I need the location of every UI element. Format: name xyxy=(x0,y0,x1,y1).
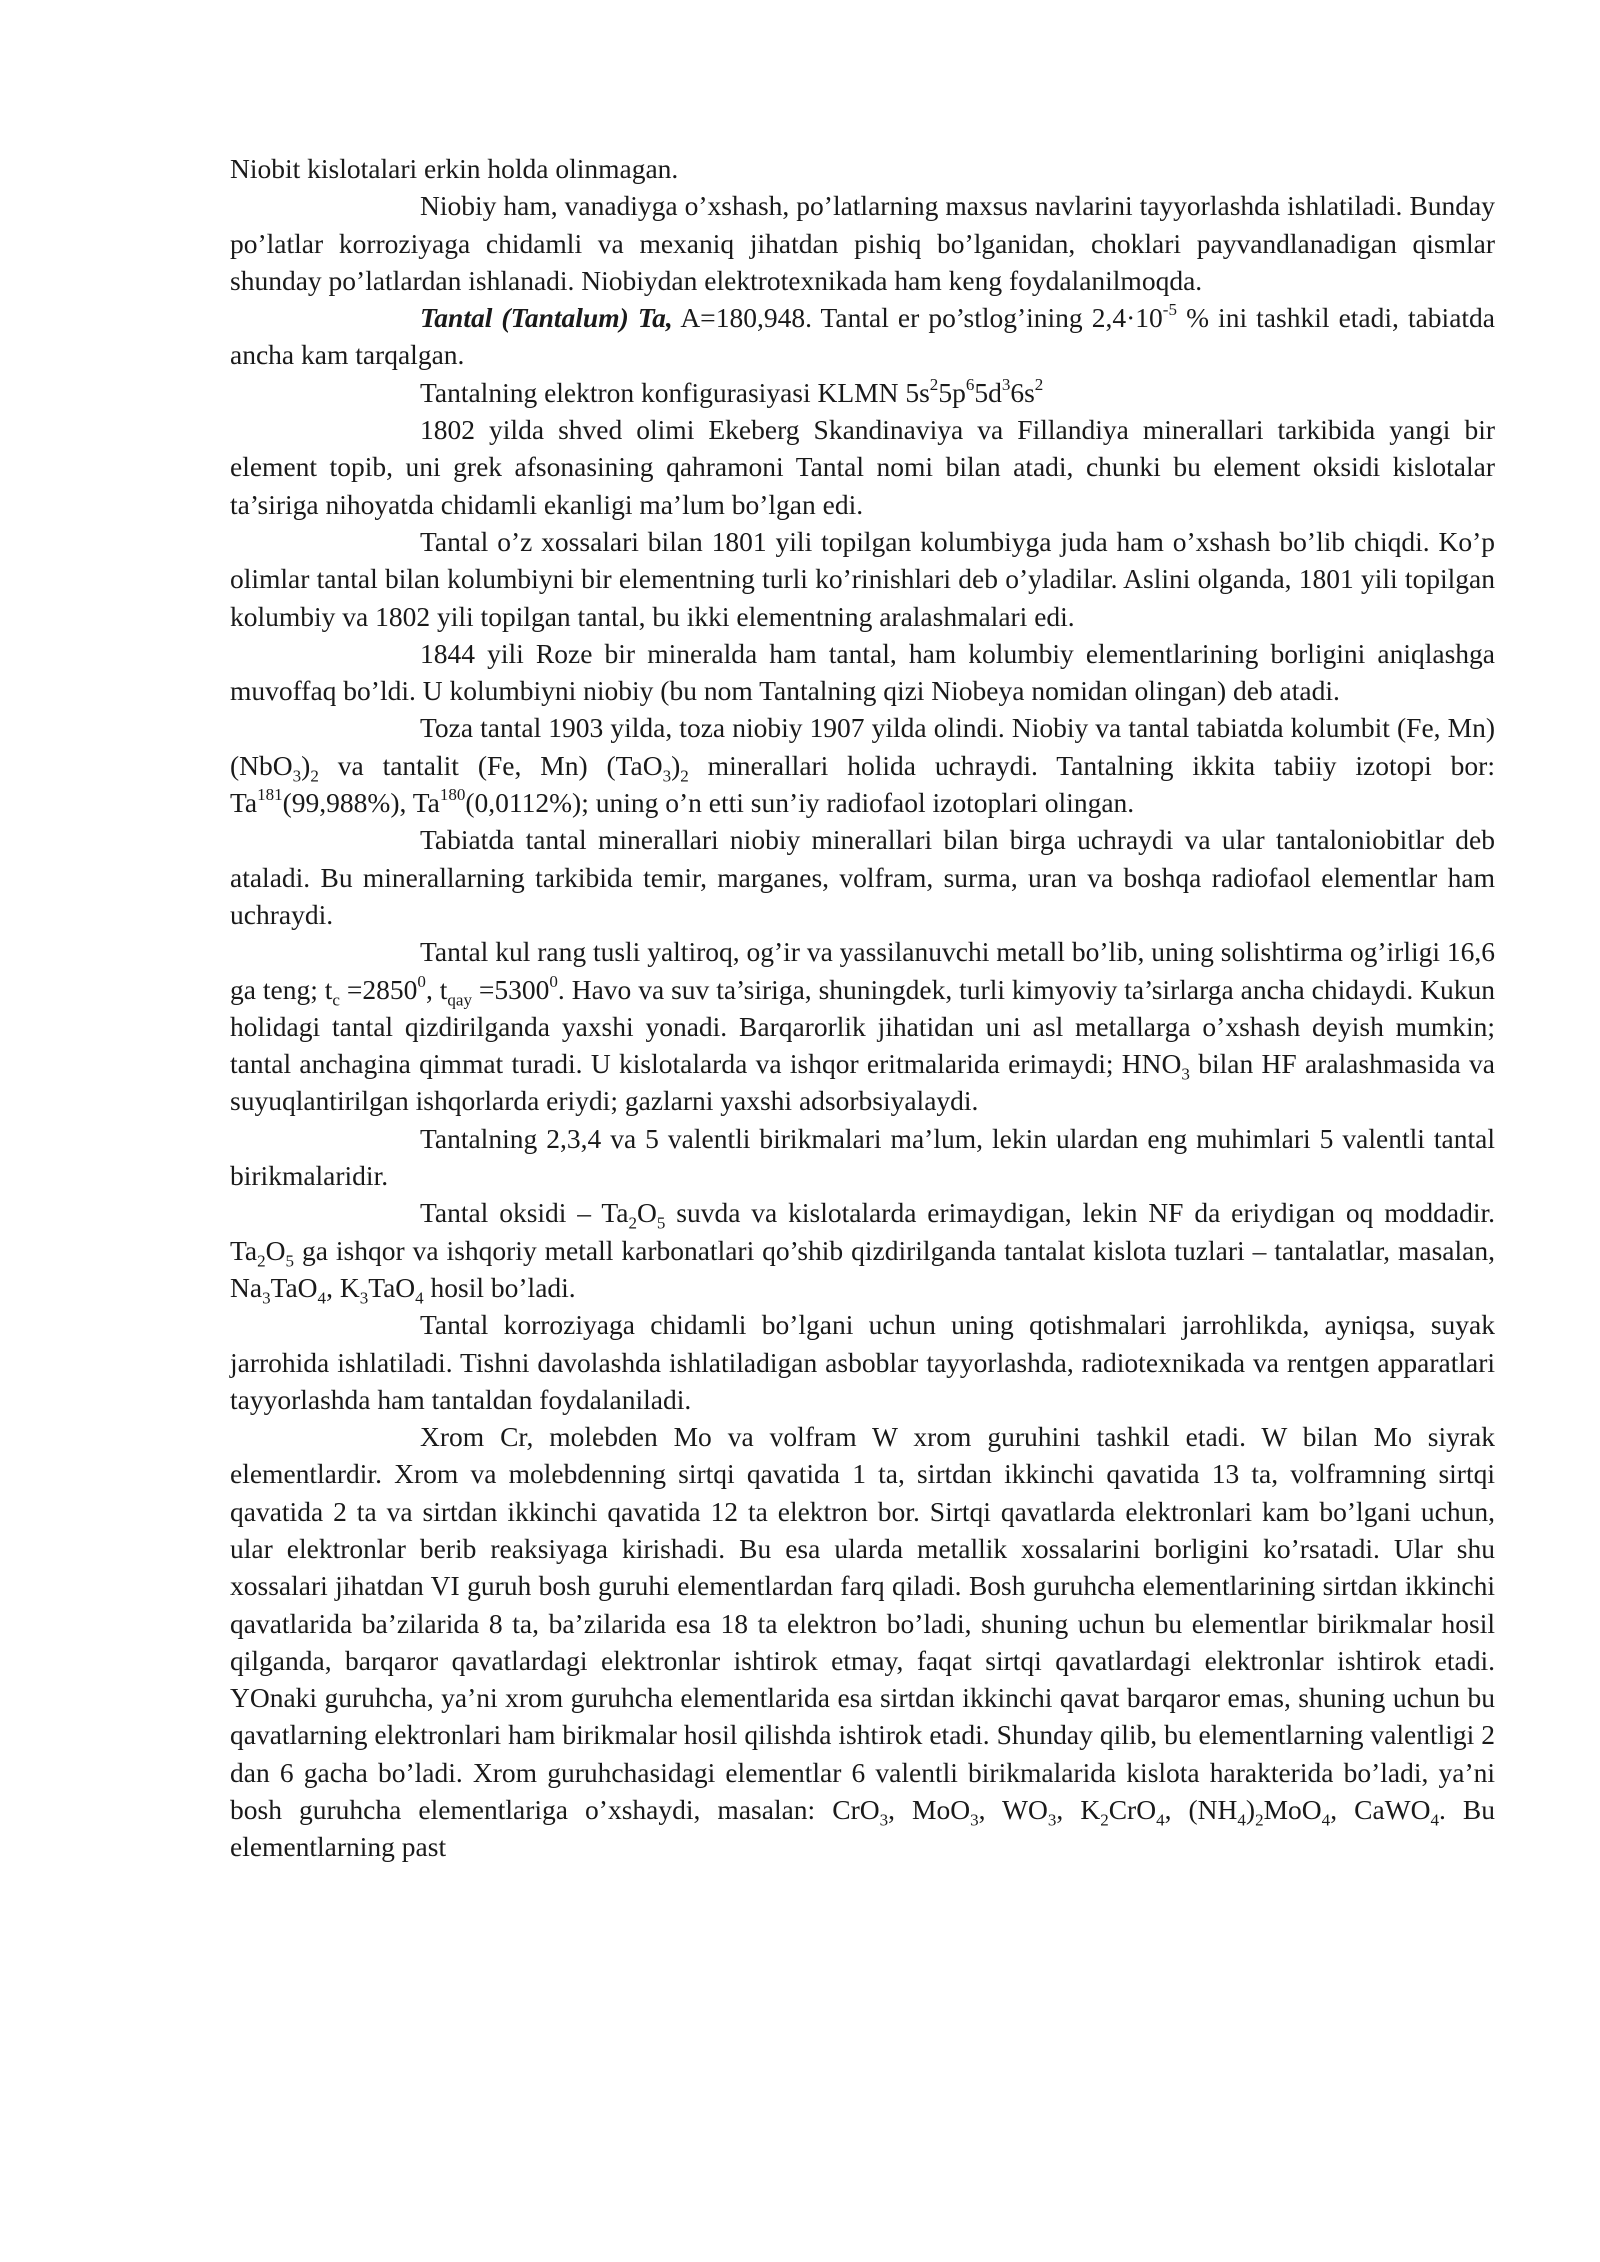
paragraph-text: Tantalning 2,3,4 va 5 valentli birikmalari ma’lum, lekin ulardan eng muhimlari 5 valentli tantal birikmalaridir. xyxy=(230,1122,1495,1192)
document-page xyxy=(230,150,1495,1866)
paragraph xyxy=(230,1306,1495,1418)
paragraph: Tantal oksidi – $Ta_2O_5$ suvda va kislotalarda erimaydigan, lekin NF da eriydigan oq moddadir. $Ta_2O_5$ ga ishqor va ishqoriy metall karbonatlari qo’shib qizdirilganda tantalat kislota tuzlari – tantalatlar, masalan, $Na_3TaO_4$, $K_3TaO_4$ hosil bo’ladi. xyxy=(230,1197,1496,1308)
paragraph xyxy=(230,635,1495,710)
paragraph-text: Niobit kislotalari erkin holda olinmagan. xyxy=(230,153,679,184)
paragraph xyxy=(230,1120,1495,1195)
paragraph: Toza tantal 1903 yilda, toza niobiy 1907 yilda olindi. Niobiy va tantal tabiatda kolumbit (Fe, Mn) $(NbO_3)_2$ va tantalit (Fe, Mn) $(TaO_3)_2$ minerallari holida uchraydi. Tantalning ikkita tabiiy izotopi bor: Ta$^{181}$(99,988%), Ta$^{180}$(0,0112%); uning o’n etti sun’iy radiofaol izotoplari olingan. xyxy=(230,712,1495,819)
paragraph-text: Tabiatda tantal minerallari niobiy minerallari bilan birga uchraydi va ular tantaloniobitlar deb ataladi. Bu minerallarning tarkibida temir, marganes, volfram, surma, uran va boshqa radiofaol elementlar ham uchraydi. xyxy=(230,824,1495,930)
paragraph-text: Tantal korroziyaga chidamli bo’lgani uchun uning qotishmalari jarrohlikda, ayniqsa, suyak jarrohida ishlatiladi. Tishni davolashda ishlatiladigan asboblar tayyorlashda, radiotexnikada va rentgen apparatlari tayyorlashda ham tantaldan foydalaniladi. xyxy=(230,1309,1495,1415)
paragraph: Xrom Cr, molebden Mo va volfram W xrom guruhini tashkil etadi. W bilan Mo siyrak elementlardir. Xrom va molebdenning sirtqi qavatida 1 ta, sirtdan ikkinchi qavatida 13 ta, volframning sirtqi qavatida 2 ta va sirtdan ikkinchi qavatida 12 ta elektron bor. Sirtqi qavatlarda elektronlari kam bo’lgani uchun, ular elektronlar berib reaksiyaga kirishadi. Bu esa ularda metallik xossalarini borligini ko’rsatadi. Ular shu xossalari jihatdan VI guruh bosh guruhi elementlardan farq qiladi. Bosh guruhcha elementlarining sirtdan ikkinchi qavatlarida ba’zilarida 8 ta, ba’zilarida esa 18 ta elektron bo’ladi, shuning uchun bu elementlar birikmalar hosil qilganda, barqaror qavatlardagi elektronlar ishtirok etmay, faqat sirtqi qavatlardagi elektronlar ishtirok etadi. YOnaki guruhcha, ya’ni xrom guruhcha elementlarida esa sirtdan ikkinchi qavat barqaror emas, shuning uchun bu qavatlarning elektronlari ham birikmalar hosil qilishda ishtirok etadi. Shunday qilib, bu elementlarning valentligi 2 dan 6 gacha bo’ladi. Xrom guruhchasidagi elementlar 6 valentli birikmalarida kislota harakterida bo’ladi, ya’ni bosh guruhcha elementlariga o’xshaydi, masalan: CrO$_3$, MoO$_3$, $WO_3$, $K_2CrO_4$, $(NH_4)_2MoO_4$, CaWO$_4$. Bu elementlarning past xyxy=(230,1421,1496,1863)
element-heading: Tantal (Tantalum) Ta, xyxy=(420,302,673,334)
electron-configuration: Tantalning elektron konfigurasiyasi KLMN $5s^25p^65d^36s^2$ xyxy=(420,374,1044,408)
paragraph xyxy=(230,821,1495,933)
paragraph xyxy=(230,150,1495,187)
paragraph xyxy=(230,187,1495,299)
paragraph-text: 1844 yili Roze bir mineralda ham tantal, ham kolumbiy elementlarining borligini aniqlashga muvoffaq bo’ldi. U kolumbiyni niobiy (bu nom Tantalning qizi Niobeya nomidan olingan) deb atadi. xyxy=(230,637,1495,707)
paragraph xyxy=(230,523,1495,635)
paragraph xyxy=(230,411,1495,523)
paragraph: Tantal kul rang tusli yaltiroq, og’ir va yassilanuvchi metall bo’lib, uning solishtirma og’irligi 16,6 ga teng; $t_c =2850^0$, $t_{qay} =5300^0$. Havo va suv ta’siriga, shuningdek, turli kimyoviy ta’sirlarga ancha chidaydi. Kukun holidagi tantal qizdirilganda yaxshi yonadi. Barqarorlik jihatidan uni asl metallarga o’xshash deyish mumkin; tantal anchagina qimmat turadi. U kislotalarda va ishqor eritmalarida erimaydi; $HNO_3$ bilan HF aralashmasida va suyuqlantirilgan ishqorlarda eriydi; gazlarni yaxshi adsorbsiyalaydi. xyxy=(230,936,1495,1117)
paragraph-text: 1802 yilda shved olimi Ekeberg Skandinaviya va Fillandiya minerallari tarkibida yangi bir element topib, uni grek afsonasining qahramoni Tantal nomi bilan atadi, chunki bu element oksidi kislotalar ta’siriga nihoyatda chidamli ekanligi ma’lum bo’lgan edi. xyxy=(230,414,1495,520)
paragraph-text: Niobiy ham, vanadiyga o’xshash, po’latlarning maxsus navlarini tayyorlashda ishlatiladi. Bunday po’latlar korroziyaga chidamli va mexaniq jihatdan pishiq bo’lganidan, choklari payvandlanadigan qismlar shunday po’latlardan ishlanadi. Niobiydan elektrotexnikada ham keng foydalanilmoqda. xyxy=(230,190,1495,296)
paragraph-text: Tantal o’z xossalari bilan 1801 yili topilgan kolumbiyga juda ham o’xshash bo’lib chiqdi. Ko’p olimlar tantal bilan kolumbiyni bir elementning turli ko’rinishlari deb o’yladilar. Aslini olganda, 1801 yili topilgan kolumbiy va 1802 yili topilgan tantal, bu ikki elementning aralashmalari edi. xyxy=(230,525,1495,632)
paragraph: Tantal (Tantalum) Ta, A=180,948. Tantal er po’stlog’ining $2,4\cdot 10^{-5}$ % ini tashkil etadi, tabiatda ancha kam tarqalgan. xyxy=(230,300,1495,371)
